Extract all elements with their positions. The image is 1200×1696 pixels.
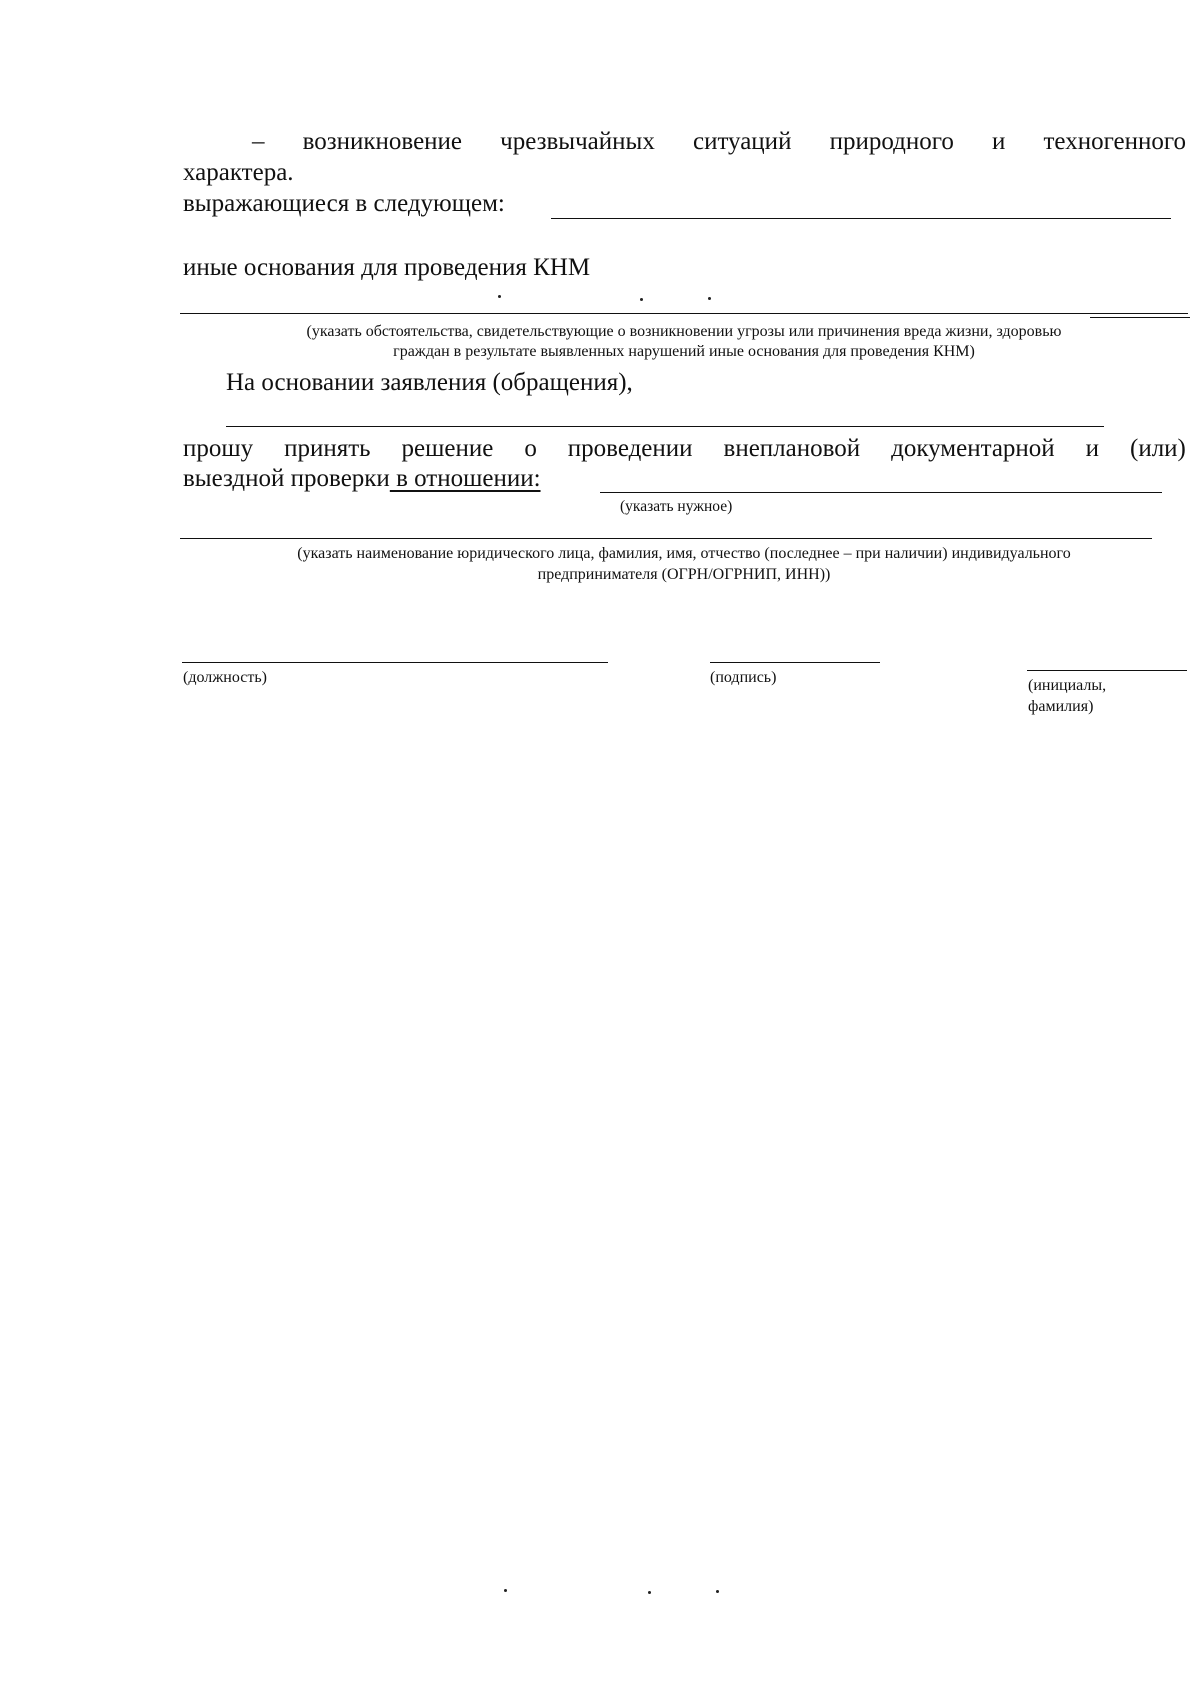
word: природного xyxy=(829,128,954,155)
initials-label-line1: (инициалы, xyxy=(1028,677,1107,694)
position-blank-line[interactable] xyxy=(182,662,608,663)
other-grounds-blank-line-extra xyxy=(1090,317,1190,318)
application-blank-line[interactable] xyxy=(226,426,1104,427)
emergency-paragraph-line2: характера. xyxy=(183,159,294,186)
word: и xyxy=(1085,435,1100,462)
word: и xyxy=(991,128,1006,155)
request-line2-underlined: в отношении: xyxy=(389,465,541,492)
word: (или) xyxy=(1130,435,1186,462)
word: ситуаций xyxy=(692,128,792,155)
word: о xyxy=(524,435,537,462)
scan-speck xyxy=(498,295,501,298)
word: возникновение xyxy=(302,128,463,155)
other-grounds-hint-line2: граждан в результате выявленных нарушений иные основания для проведения КНМ) xyxy=(393,343,975,360)
expressed-in-blank-line[interactable] xyxy=(551,218,1171,219)
signature-label: (подпись) xyxy=(710,669,777,686)
scan-speck xyxy=(504,1589,507,1592)
word: чрезвычайных xyxy=(500,128,655,155)
word: техногенного xyxy=(1043,128,1186,155)
scan-speck xyxy=(708,297,711,300)
request-paragraph-line1 xyxy=(183,435,1186,463)
entity-hint-line2: предпринимателя (ОГРН/ОГРНИП, ИНН)) xyxy=(537,566,831,583)
based-on-application-label: На основании заявления (обращения), xyxy=(226,369,633,396)
scan-speck xyxy=(640,298,643,301)
request-line2-prefix: выездной проверки xyxy=(183,465,390,492)
request-blank-line[interactable] xyxy=(600,492,1162,493)
specify-needed-hint: (указать нужное) xyxy=(620,498,733,515)
word: решение xyxy=(401,435,494,462)
entity-blank-line[interactable] xyxy=(180,538,1152,539)
position-label: (должность) xyxy=(183,669,267,686)
word: проведении xyxy=(567,435,693,462)
other-grounds-blank-line[interactable] xyxy=(180,313,1188,314)
word: внеплановой xyxy=(723,435,861,462)
other-grounds-hint-line1: (указать обстоятельства, свидетельствующие о возникновении угрозы или причинения вреда жизни, здоровью xyxy=(306,323,1062,340)
signature-blank-line[interactable] xyxy=(710,662,880,663)
emergency-paragraph-line1 xyxy=(252,128,1186,156)
word: принять xyxy=(284,435,371,462)
initials-label-line2: фамилия) xyxy=(1028,698,1094,715)
scan-speck xyxy=(648,1591,651,1594)
entity-hint-line1: (указать наименование юридического лица, фамилия, имя, отчество (последнее – при наличии) индивидуального xyxy=(297,545,1071,562)
scan-speck xyxy=(716,1590,719,1593)
word: – xyxy=(252,128,265,155)
other-grounds-label: иные основания для проведения КНМ xyxy=(183,254,591,281)
word: документарной xyxy=(891,435,1055,462)
request-paragraph-line2 xyxy=(183,466,541,491)
expressed-in-label: выражающиеся в следующем: xyxy=(183,190,505,217)
word: прошу xyxy=(183,435,254,462)
initials-blank-line[interactable] xyxy=(1027,670,1187,671)
